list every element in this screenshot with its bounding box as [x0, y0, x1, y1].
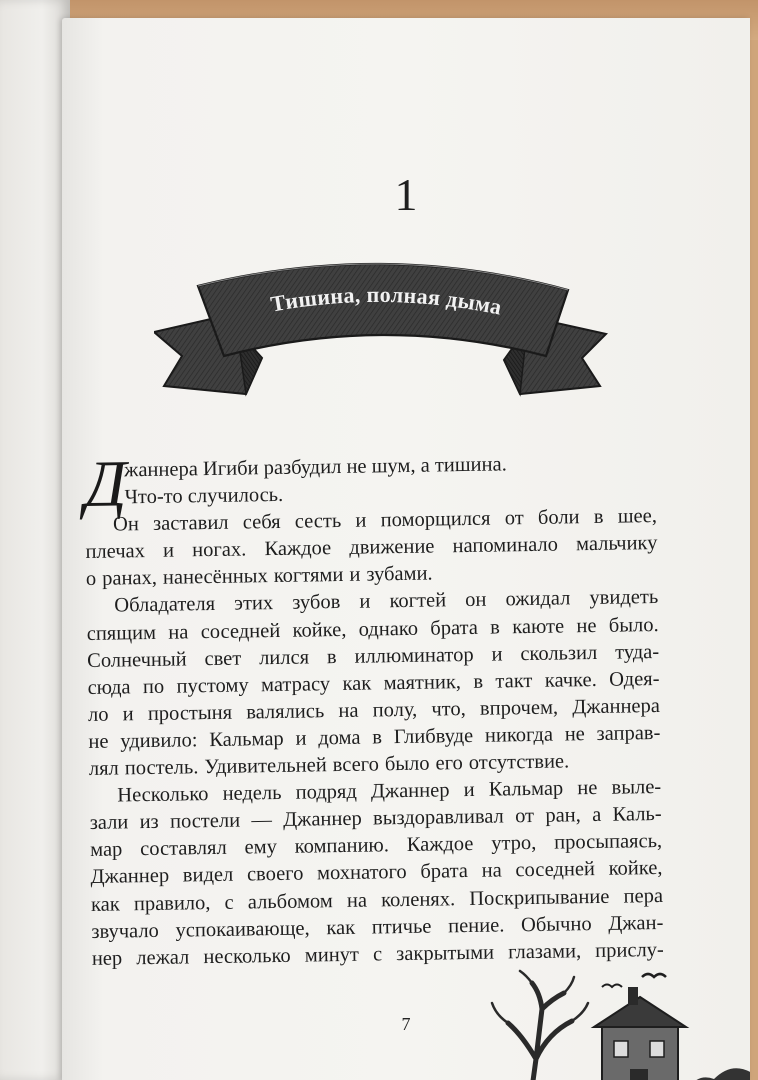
text-line: плечах и ногах. Каждое движение напоминало мальчику [85, 532, 658, 564]
text-line: не удивило: Кальмар и дома в Глибвуде никогда не заправ- [88, 721, 661, 753]
text-line: лял постель. Удивительней всего было его отсутствие. [88, 750, 570, 780]
paragraph-4 [89, 774, 664, 973]
text-line: как правило, с альбомом на коленях. Поскрипывание пера [90, 884, 664, 916]
text-line: Солнечный свет лился в иллюминатор и скользил туда- [87, 640, 660, 672]
body-text [84, 449, 664, 973]
ribbon-main-band [198, 264, 568, 356]
bird-icon [642, 974, 666, 977]
text-line: о ранах, нанесённых когтями и зубами. [85, 562, 433, 591]
bird-icon [602, 985, 622, 988]
text-line: Обладателя этих зубов и когтей он ожидал увидеть [114, 586, 659, 618]
text-line: ло и простыня валялись на полу, что, впрочем, Джаннера [87, 694, 661, 726]
drop-cap: Д [83, 447, 127, 521]
text-line: Что-то случилось. [124, 483, 284, 509]
house-tree-illustration [452, 963, 750, 1080]
chapter-title: Тишина, полная дыма [268, 281, 505, 320]
paragraph-3 [86, 584, 661, 783]
paragraph-2 [85, 503, 658, 593]
text-line: нер лежал несколько минут с закрытыми глазами, прислу- [91, 938, 664, 970]
text-line: спящим на соседней койке, однако брата в каюте не было. [86, 613, 659, 645]
chapter-number: 1 [394, 169, 418, 220]
text-line: зали из постели — Джаннер выздоравливал от ран, а Каль- [89, 803, 662, 835]
text-line: звучало успокаивающе, как птичье пение. Обычно Джан- [91, 911, 664, 943]
page-number: 7 [401, 1014, 411, 1034]
text-line: Джаннер видел своего мохнатого брата на соседней койке, [90, 857, 663, 889]
chapter-title-ribbon [154, 246, 614, 416]
text-line: жаннера Игиби разбудил не шум, а тишина. [124, 453, 507, 482]
book-page [62, 18, 750, 1080]
text-line: сюда по пустому матрасу как маятник, в такт качке. Одея- [87, 667, 660, 699]
left-page-edge [0, 0, 70, 1080]
text-line: мар составлял ему компанию. Каждое утро, просыпаясь, [89, 830, 663, 862]
tree-trunk [508, 983, 572, 1080]
house [594, 987, 686, 1080]
text-line: Несколько недель подряд Джаннер и Кальмар не выле- [117, 776, 662, 807]
text-line: Он заставил себя сесть и поморщился от боли в шее, [112, 505, 658, 536]
